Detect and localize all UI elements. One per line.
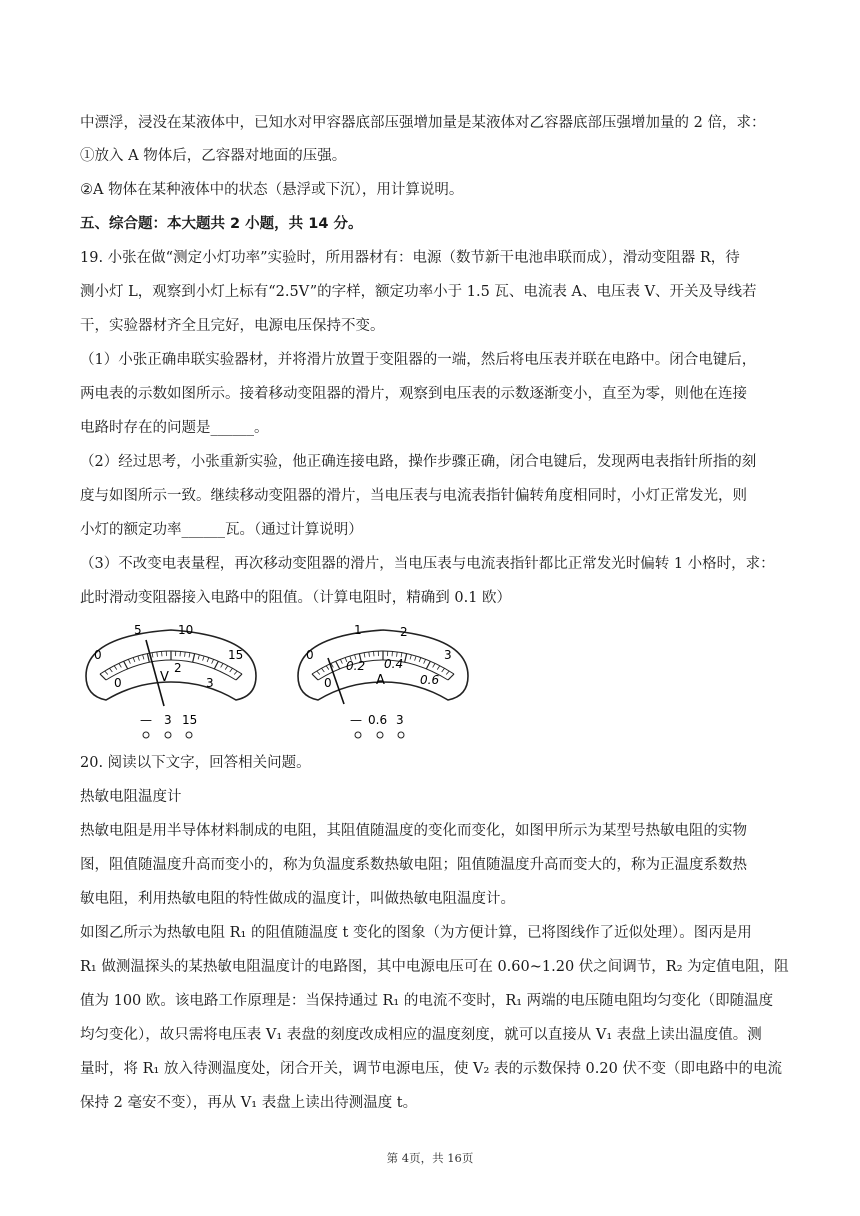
q19-part2-line-3: 小灯的额定功率______瓦。（通过计算说明） xyxy=(80,522,363,538)
text-line-3: ②A 物体在某种液体中的状态（悬浮或下沉），用计算说明。 xyxy=(80,182,464,198)
article-line-9: 保持 2 毫安不变），再从 V₁ 表盘上读出待测温度 t。 xyxy=(80,1095,418,1111)
ammeter-terminal-3: 3 xyxy=(396,713,404,727)
voltmeter-top-5: 5 xyxy=(134,623,142,637)
meters-figure xyxy=(76,618,476,743)
q19-line-1: 19. 小张在做“测定小灯功率”实验时，所用器材有：电源（数节新干电池串联而成），滑动变阻器 R，待 xyxy=(80,250,740,266)
ammeter-post-06 xyxy=(377,732,383,738)
section-heading: 五、综合题：本大题共 2 小题，共 14 分。 xyxy=(80,216,363,232)
voltmeter-top-0: 0 xyxy=(94,648,102,662)
article-line-6: 值为 100 欧。该电路工作原理是：当保持通过 R₁ 的电流不变时，R₁ 两端的电压随电阻均匀变化（即随温度 xyxy=(80,993,774,1009)
ammeter-bottom-04: 0.4 xyxy=(384,657,404,671)
q19-part3-line-1: （3）不改变电表量程，再次移动变阻器的滑片，当电压表与电流表指针都比正常发光时偏转 1 小格时，求： xyxy=(80,556,775,572)
article-line-2: 图，阻值随温度升高而变小的，称为负温度系数热敏电阻；阻值随温度升高而变大的，称为正温度系数热 xyxy=(80,857,747,873)
q19-part1-line-3: 电路时存在的问题是______。 xyxy=(80,420,269,436)
ammeter-bottom-0: 0 xyxy=(324,676,332,690)
voltmeter-unit: V xyxy=(160,670,169,685)
q19-part2-line-1: （2）经过思考，小张重新实验，他正确连接电路，操作步骤正确，闭合电键后，发现两电表指针所指的刻 xyxy=(80,454,757,470)
voltmeter-post-15 xyxy=(186,732,192,738)
q19-part1-line-1: （1）小张正确串联实验器材，并将滑片放置于变阻器的一端，然后将电压表并联在电路中。闭合电键后， xyxy=(80,352,757,368)
ammeter-top-2: 2 xyxy=(400,625,408,639)
text-line-2: ①放入 A 物体后，乙容器对地面的压强。 xyxy=(80,148,347,164)
voltmeter-post-3 xyxy=(165,732,171,738)
article-line-4: 如图乙所示为热敏电阻 R₁ 的阻值随温度 t 变化的图象（为方便计算，已将图线作了近似处理）。图丙是用 xyxy=(80,925,752,941)
article-line-1: 热敏电阻是用半导体材料制成的电阻，其阻值随温度的变化而变化，如图甲所示为某型号热敏电阻的实物 xyxy=(80,823,747,839)
q20-heading: 20. 阅读以下文字，回答相关问题。 xyxy=(80,755,311,771)
page-footer: 第 4页，共 16页 xyxy=(386,1151,474,1165)
voltmeter-post-neg xyxy=(143,732,149,738)
ammeter-top-3: 3 xyxy=(444,648,452,662)
ammeter-bottom-06: 0.6 xyxy=(420,673,440,687)
ammeter-terminal-06: 0.6 xyxy=(368,713,388,727)
article-line-3: 敏电阻，利用热敏电阻的特性做成的温度计，叫做热敏电阻温度计。 xyxy=(80,891,515,907)
ammeter-bottom-02: 0.2 xyxy=(346,659,366,673)
ammeter xyxy=(298,623,468,738)
voltmeter xyxy=(86,623,256,738)
q19-part2-line-2: 度与如图所示一致。继续移动变阻器的滑片，当电压表与电流表指针偏转角度相同时，小灯正常发光，则 xyxy=(80,488,747,504)
voltmeter-top-10: 10 xyxy=(178,623,194,637)
q19-line-2: 测小灯 L，观察到小灯上标有“2.5V”的字样，额定功率小于 1.5 瓦、电流表 A、电压表 V、开关及导线若 xyxy=(80,284,757,300)
ammeter-terminal-neg: — xyxy=(350,713,362,727)
article-title: 热敏电阻温度计 xyxy=(80,789,182,805)
voltmeter-top-15: 15 xyxy=(228,648,244,662)
voltmeter-bottom-3: 3 xyxy=(206,676,214,690)
article-line-8: 量时，将 R₁ 放入待测温度处，闭合开关，调节电源电压，使 V₂ 表的示数保持 0.20 伏不变（即电路中的电流 xyxy=(80,1061,782,1077)
ammeter-top-1: 1 xyxy=(354,623,362,637)
voltmeter-bottom-2: 2 xyxy=(174,661,182,675)
q19-part3-line-2: 此时滑动变阻器接入电路中的阻值。（计算电阻时，精确到 0.1 欧） xyxy=(80,590,512,606)
text-line-1: 中漂浮，浸没在某液体中，已知水对甲容器底部压强增加量是某液体对乙容器底部压强增加量的 2 倍，求： xyxy=(80,115,766,131)
article-line-5: R₁ 做测温探头的某热敏电阻温度计的电路图，其中电源电压可在 0.60~1.20 伏之间调节，R₂ 为定值电阻，阻 xyxy=(80,959,789,975)
voltmeter-terminal-neg: — xyxy=(140,713,152,727)
ammeter-post-neg xyxy=(355,732,361,738)
ammeter-top-0: 0 xyxy=(306,648,314,662)
voltmeter-terminal-15: 15 xyxy=(182,713,198,727)
voltmeter-bottom-0: 0 xyxy=(114,676,122,690)
article-line-7: 均匀变化），故只需将电压表 V₁ 表盘的刻度改成相应的温度刻度，就可以直接从 V₁ 表盘上读出温度值。测 xyxy=(80,1027,762,1043)
q19-part1-line-2: 两电表的示数如图所示。接着移动变阻器的滑片，观察到电压表的示数逐渐变小，直至为零，则他在连接 xyxy=(80,386,747,402)
q19-line-3: 干，实验器材齐全且完好，电源电压保持不变。 xyxy=(80,318,385,334)
ammeter-post-3 xyxy=(398,732,404,738)
voltmeter-terminal-3: 3 xyxy=(164,713,172,727)
ammeter-unit: A xyxy=(376,673,385,688)
